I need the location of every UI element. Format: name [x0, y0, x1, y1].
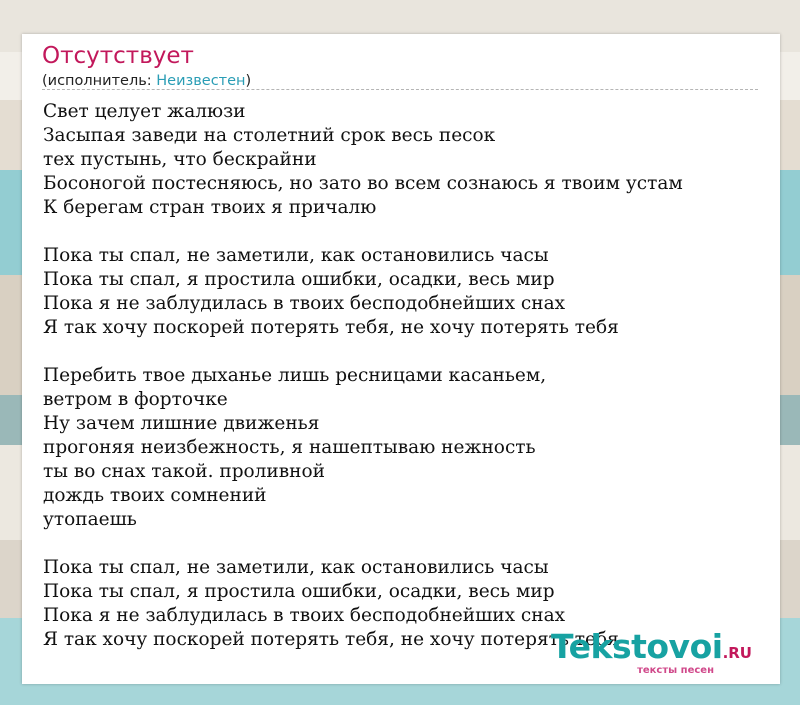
lyric-line: Пока ты спал, я простила ошибки, осадки, весь мир — [43, 269, 555, 290]
lyric-line: Ну зачем лишние движенья — [43, 413, 320, 434]
stanza-break — [43, 340, 763, 364]
stanza-break — [43, 220, 763, 244]
lyric-line: Я так хочу поскорей потерять тебя, не хочу потерять тебя — [43, 629, 619, 650]
lyric-line: Босоногой постесняюсь, но зато во всем сознаюсь я твоим устам — [43, 173, 683, 194]
logo-wordmark: Tekstovoi — [551, 627, 723, 666]
lyric-line: Пока я не заблудилась в твоих бесподобнейших снах — [43, 605, 566, 626]
lyric-line: Пока ты спал, не заметили, как остановились часы — [43, 557, 549, 578]
lyric-line: Пока ты спал, не заметили, как остановились часы — [43, 245, 549, 266]
lyric-line: Пока ты спал, я простила ошибки, осадки, весь мир — [43, 581, 555, 602]
lyric-line: Засыпая заведи на столетний срок весь песок — [43, 125, 496, 146]
lyric-line: Я так хочу поскорей потерять тебя, не хочу потерять тебя — [43, 317, 619, 338]
artist-line — [42, 71, 251, 91]
site-logo — [551, 627, 752, 676]
artist-suffix: ) — [245, 73, 252, 89]
lyric-line: ветром в форточке — [43, 389, 228, 410]
lyric-line: Пока я не заблудилась в твоих бесподобнейших снах — [43, 293, 566, 314]
artist-link[interactable]: Неизвестен — [156, 73, 246, 89]
lyric-line: прогоняя неизбежность, я нашептываю нежность — [43, 437, 536, 458]
lyrics-text — [43, 100, 763, 652]
lyric-line: дождь твоих сомнений — [43, 485, 267, 506]
logo-domain: .RU — [722, 644, 752, 662]
lyric-line: ты во снах такой. проливной — [43, 461, 325, 482]
lyric-line: тех пустынь, что бескрайни — [43, 149, 317, 170]
song-title: Отсутствует — [42, 43, 194, 69]
lyric-line: Свет целует жалюзи — [43, 101, 246, 122]
lyrics-card — [22, 34, 780, 684]
logo-tagline: тексты песен — [637, 665, 714, 676]
artist-prefix: (исполнитель: — [42, 73, 157, 89]
stanza-break — [43, 532, 763, 556]
lyric-line: К берегам стран твоих я причалю — [43, 197, 377, 218]
lyric-line: утопаешь — [43, 509, 137, 530]
dashed-divider — [42, 89, 758, 90]
lyric-line: Перебить твое дыханье лишь ресницами касаньем, — [43, 365, 547, 386]
